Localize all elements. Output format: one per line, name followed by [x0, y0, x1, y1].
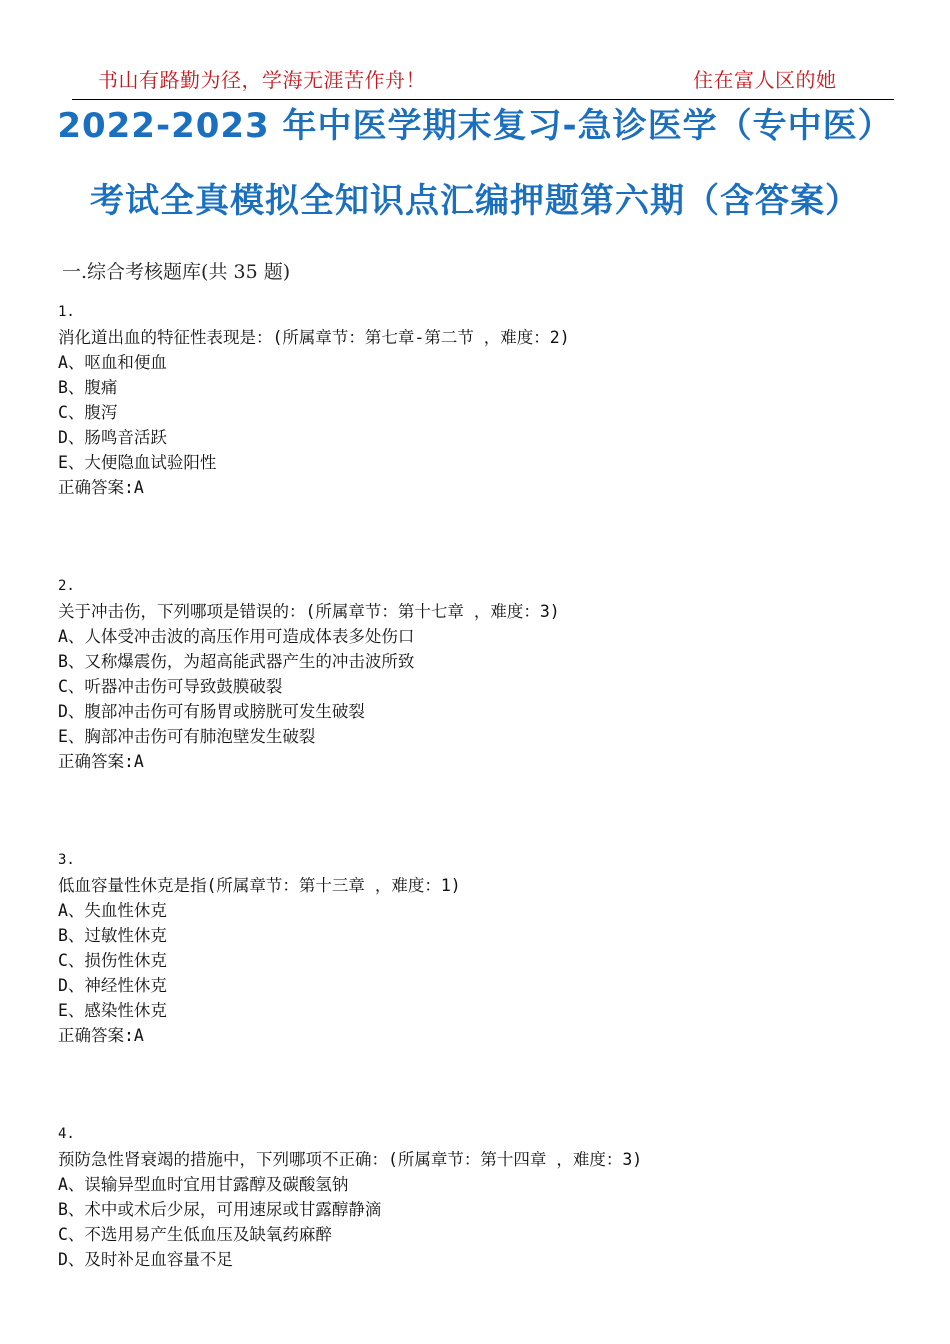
question-number: 1.	[58, 304, 75, 320]
question-stem: 消化道出血的特征性表现是：(所属章节：第七章-第二节 ，难度：2)	[58, 328, 570, 347]
question-option: D、肠鸣音活跃	[58, 428, 167, 447]
question-block	[58, 303, 570, 500]
question-option: E、大便隐血试验阳性	[58, 453, 217, 472]
question-option: D、及时补足血容量不足	[58, 1250, 233, 1269]
question-stem: 预防急性肾衰竭的措施中，下列哪项不正确：(所属章节：第十四章 ，难度：3)	[58, 1150, 643, 1169]
question-number: 4.	[58, 1126, 75, 1142]
question-option: B、过敏性休克	[58, 926, 167, 945]
question-block	[58, 1125, 642, 1272]
question-option: C、损伤性休克	[58, 951, 167, 970]
question-option: A、误输异型血时宜用甘露醇及碳酸氢钠	[58, 1175, 349, 1194]
question-option: A、呕血和便血	[58, 353, 167, 372]
question-option: B、又称爆震伤，为超高能武器产生的冲击波所致	[58, 652, 415, 671]
question-number: 2.	[58, 578, 75, 594]
question-answer: 正确答案:A	[58, 1026, 144, 1045]
question-option: D、腹部冲击伤可有肠胃或膀胱可发生破裂	[58, 702, 365, 721]
question-option: D、神经性休克	[58, 976, 167, 995]
header-motto-right: 住在富人区的她	[693, 68, 837, 92]
question-option: E、胸部冲击伤可有肺泡壁发生破裂	[58, 727, 316, 746]
question-answer: 正确答案:A	[58, 478, 144, 497]
question-option: A、人体受冲击波的高压作用可造成体表多处伤口	[58, 627, 415, 646]
question-stem: 低血容量性休克是指(所属章节：第十三章 ，难度：1)	[58, 876, 461, 895]
question-option: B、术中或术后少尿，可用速尿或甘露醇静滴	[58, 1200, 382, 1219]
question-answer: 正确答案:A	[58, 752, 144, 771]
question-option: C、听器冲击伤可导致鼓膜破裂	[58, 677, 283, 696]
question-stem: 关于冲击伤，下列哪项是错误的：(所属章节：第十七章 ，难度：3)	[58, 602, 560, 621]
question-option: B、腹痛	[58, 378, 118, 397]
question-option: E、感染性休克	[58, 1001, 167, 1020]
header-motto-left: 书山有路勤为径，学海无涯苦作舟！	[98, 68, 426, 92]
question-number: 3.	[58, 852, 75, 868]
question-option: A、失血性休克	[58, 901, 167, 920]
document-title-line-1: 2022-2023 年中医学期末复习-急诊医学（专中医）	[57, 106, 893, 146]
section-heading: 一.综合考核题库(共 35 题)	[62, 261, 291, 283]
question-block	[58, 851, 461, 1048]
question-block	[58, 577, 560, 774]
document-title-line-2: 考试全真模拟全知识点汇编押题第六期（含答案）	[90, 181, 860, 221]
question-option: C、不选用易产生低血压及缺氧药麻醉	[58, 1225, 332, 1244]
question-option: C、腹泻	[58, 403, 118, 422]
